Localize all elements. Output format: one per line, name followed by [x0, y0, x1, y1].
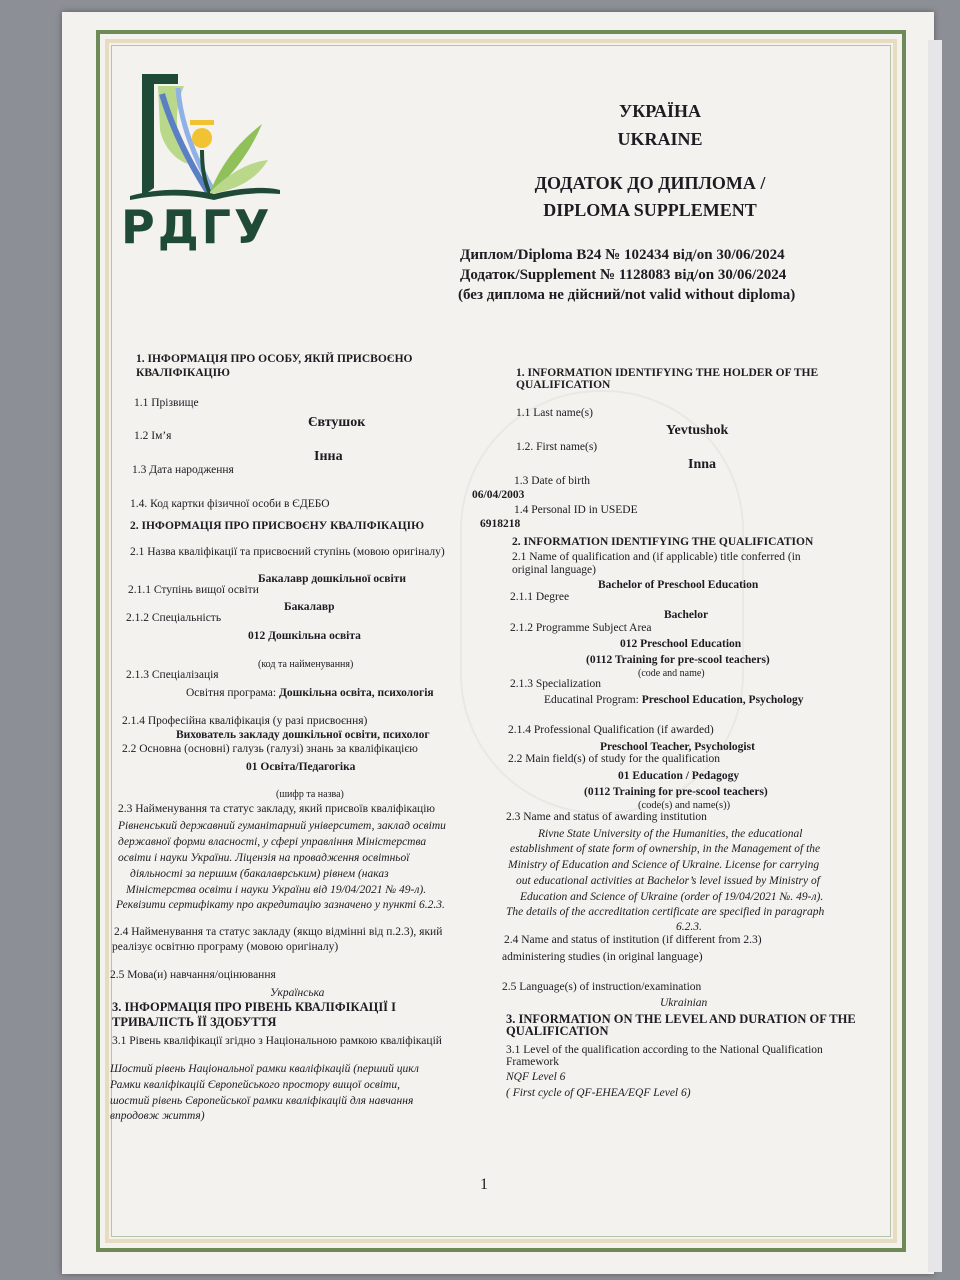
label-prof-qual-ua: 2.1.4 Професійна кваліфікація (у разі присвоєння): [122, 715, 368, 727]
value-surname-ua: Євтушок: [308, 415, 366, 430]
label-name-ua: 1.2 Ім’я: [134, 430, 172, 442]
supplement-number: Додаток/Supplement № 1128083 від/on 30/06/2024: [460, 267, 787, 283]
country-en: UKRAINE: [617, 129, 703, 149]
value-specialty-en-2: (0112 Training for pre-scool teachers): [586, 654, 770, 666]
value-language-ua: Українська: [270, 987, 325, 999]
code-note-ua: (код та найменування): [258, 659, 354, 670]
level-ua-2: Рамки кваліфікацій Європейського простору вищої освіти,: [110, 1079, 400, 1091]
label-admin-inst-ua-2: реалізує освітню програму (мовою оригіналу): [112, 941, 339, 953]
value-field-ua: 01 Освіта/Педагогіка: [246, 761, 356, 773]
value-specialty-ua: 012 Дошкільна освіта: [248, 630, 361, 642]
institution-en-2: establishment of state form of ownership, in the Management of the: [510, 843, 821, 855]
label-qual-name-en-2: original language): [512, 564, 596, 576]
section-3-title-en: 3. INFORMATION ON THE LEVEL AND DURATION OF THE: [506, 1012, 856, 1026]
institution-en-1: Rivne State University of the Humanities, the educational: [538, 828, 803, 840]
level-ua-4: впродовж життя): [110, 1110, 205, 1122]
level-en-2: ( First cycle of QF-EHEA/EQF Level 6): [506, 1087, 691, 1099]
institution-ua-1: Рівненський державний гуманітарний університет, заклад освіти: [118, 820, 446, 832]
institution-en-5: Education and Science of Ukraine (order of 19/04/2021 №. 49-л).: [520, 891, 824, 903]
program-label-ua: Освітня програма:: [186, 687, 279, 699]
institution-en-3: Ministry of Education and Science of Ukraine. License for carrying: [508, 859, 820, 871]
program-ua: [186, 686, 434, 700]
section-1-title-en: 1. INFORMATION IDENTIFYING THE HOLDER OF THE: [516, 367, 819, 379]
label-surname-en: 1.1 Last name(s): [516, 407, 593, 419]
section-2-title-en: 2. INFORMATION IDENTIFYING THE QUALIFICATION: [512, 536, 814, 548]
value-dob: 06/04/2003: [472, 489, 525, 501]
section-3-title-ua-2: ТРИВАЛІСТЬ ЇЇ ЗДОБУТТЯ: [112, 1015, 277, 1029]
value-prof-qual-ua: Вихователь закладу дошкільної освіти, психолог: [176, 729, 430, 741]
institution-ua-2: державної форми власності, у сфері управління Міністерства: [118, 836, 427, 848]
code-note-en: (code and name): [638, 668, 705, 679]
label-level-en: 3.1 Level of the qualification according to the National Qualification: [506, 1044, 823, 1056]
label-language-ua: 2.5 Мова(и) навчання/оцінювання: [110, 969, 276, 981]
label-field-en: 2.2 Main field(s) of study for the qualification: [508, 753, 721, 765]
institution-ua-6: Реквізити сертифікату про акредитацію зазначено у пункті 6.2.3.: [116, 899, 445, 911]
label-subject-area-en: 2.1.2 Programme Subject Area: [510, 622, 652, 634]
logo-wordmark: РДГУ: [121, 200, 273, 254]
value-personal-id: 6918218: [480, 518, 521, 530]
institution-ua-4: діяльності за першим (бакалаврським) рівнем (наказ: [130, 868, 389, 880]
value-field-en-2: (0112 Training for pre-scool teachers): [584, 786, 768, 798]
label-specialty-ua: 2.1.2 Спеціальність: [126, 612, 222, 624]
code-note-en-2: (code(s) and name(s)): [638, 800, 731, 811]
section-1-title-en-2: QUALIFICATION: [516, 379, 611, 391]
value-field-en: 01 Education / Pedagogy: [618, 770, 740, 782]
diploma-number: Диплом/Diploma B24 № 102434 від/on 30/06/2024: [460, 247, 785, 263]
label-institution-en: 2.3 Name and status of awarding institution: [506, 811, 707, 823]
level-ua-1: Шостий рівень Національної рамки кваліфікацій (перший цикл: [110, 1063, 419, 1075]
value-qual-en: Bachelor of Preschool Education: [598, 579, 759, 591]
section-1-title-ua-2: КВАЛІФІКАЦІЮ: [136, 367, 230, 379]
level-en-1: NQF Level 6: [506, 1071, 566, 1083]
label-admin-inst-ua: 2.4 Найменування та статус закладу (якщо відмінні від п.2.3), який: [114, 926, 443, 938]
value-degree-en: Bachelor: [664, 609, 709, 621]
value-qual-ua: Бакалавр дошкільної освіти: [258, 573, 406, 585]
value-prof-qual-en: Preschool Teacher, Psychologist: [600, 741, 755, 753]
title-ua: ДОДАТОК ДО ДИПЛОМА /: [534, 173, 766, 193]
label-dob-en: 1.3 Date of birth: [514, 475, 591, 487]
section-3-title-ua: 3. ІНФОРМАЦІЯ ПРО РІВЕНЬ КВАЛІФІКАЦІЇ І: [112, 1000, 397, 1014]
label-prof-qual-en: 2.1.4 Professional Qualification (if awarded): [508, 724, 714, 736]
label-specialization-ua: 2.1.3 Спеціалізація: [126, 669, 219, 681]
label-specialization-en: 2.1.3 Specialization: [510, 678, 602, 690]
label-personal-id-en: 1.4 Personal ID in USEDE: [514, 504, 638, 516]
label-institution-ua: 2.3 Найменування та статус закладу, який присвоїв кваліфікацію: [118, 803, 435, 815]
label-name-en: 1.2. First name(s): [516, 441, 598, 453]
label-field-ua: 2.2 Основна (основні) галузь (галузі) знань за кваліфікацією: [122, 743, 418, 755]
label-admin-inst-en-2: administering studies (in original language): [502, 951, 703, 963]
program-value-en: Preschool Education, Psychology: [641, 694, 804, 706]
label-surname-ua: 1.1 Прізвище: [134, 397, 199, 409]
cipher-note-ua: (шифр та назва): [276, 789, 344, 800]
institution-ua-3: освіти і науки України. Ліцензія на провадження освітньої: [118, 852, 410, 864]
label-qual-name-ua: 2.1 Назва кваліфікації та присвоєний ступінь (мовою оригіналу): [130, 546, 445, 558]
value-degree-ua: Бакалавр: [284, 601, 335, 613]
label-admin-inst-en: 2.4 Name and status of institution (if different from 2.3): [504, 934, 762, 946]
section-1-title-ua: 1. ІНФОРМАЦІЯ ПРО ОСОБУ, ЯКІЙ ПРИСВОЄНО: [136, 353, 413, 365]
institution-en-6: The details of the accreditation certificate are specified in paragraph: [506, 906, 825, 918]
section-2-title-ua: 2. ІНФОРМАЦІЯ ПРО ПРИСВОЄНУ КВАЛІФІКАЦІЮ: [130, 520, 425, 532]
label-degree-en: 2.1.1 Degree: [510, 591, 570, 603]
title-en: DIPLOMA SUPPLEMENT: [543, 200, 757, 220]
institution-en-7: 6.2.3.: [676, 921, 702, 933]
value-language-en: Ukrainian: [660, 997, 708, 1009]
value-name-en: Inna: [688, 457, 717, 472]
label-language-en: 2.5 Language(s) of instruction/examination: [502, 981, 702, 993]
level-ua-3: шостий рівень Європейської рамки кваліфікацій для навчання: [110, 1095, 414, 1107]
label-qual-name-en: 2.1 Name of qualification and (if applicable) title conferred (in: [512, 551, 801, 563]
section-3-title-en-2: QUALIFICATION: [506, 1024, 609, 1038]
label-level-ua: 3.1 Рівень кваліфікації згідно з Національною рамкою кваліфікацій: [112, 1035, 442, 1047]
value-specialty-en: 012 Preschool Education: [620, 638, 742, 650]
program-en: [544, 693, 804, 707]
page-number: 1: [480, 1176, 488, 1193]
label-degree-ua: 2.1.1 Ступінь вищої освіти: [128, 584, 259, 596]
program-label-en: Educatinal Program:: [544, 694, 642, 706]
page-edge: [928, 40, 942, 1272]
program-value-ua: Дошкільна освіта, психологія: [278, 687, 434, 699]
label-edebo-ua: 1.4. Код картки фізичної особи в ЄДЕБО: [130, 498, 330, 510]
validity-note: (без диплома не дійсний/not valid without diploma): [458, 287, 796, 303]
label-dob-ua: 1.3 Дата народження: [132, 464, 234, 476]
institution-en-4: out educational activities at Bachelor’s level issued by Ministry of: [516, 875, 820, 887]
country-ua: УКРАЇНА: [619, 101, 701, 121]
institution-ua-5: Міністерства освіти і науки України від 19/04/2021 № 49-л).: [126, 884, 427, 896]
value-surname-en: Yevtushok: [666, 423, 729, 438]
value-name-ua: Інна: [314, 449, 343, 464]
label-level-en-2: Framework: [506, 1056, 560, 1068]
